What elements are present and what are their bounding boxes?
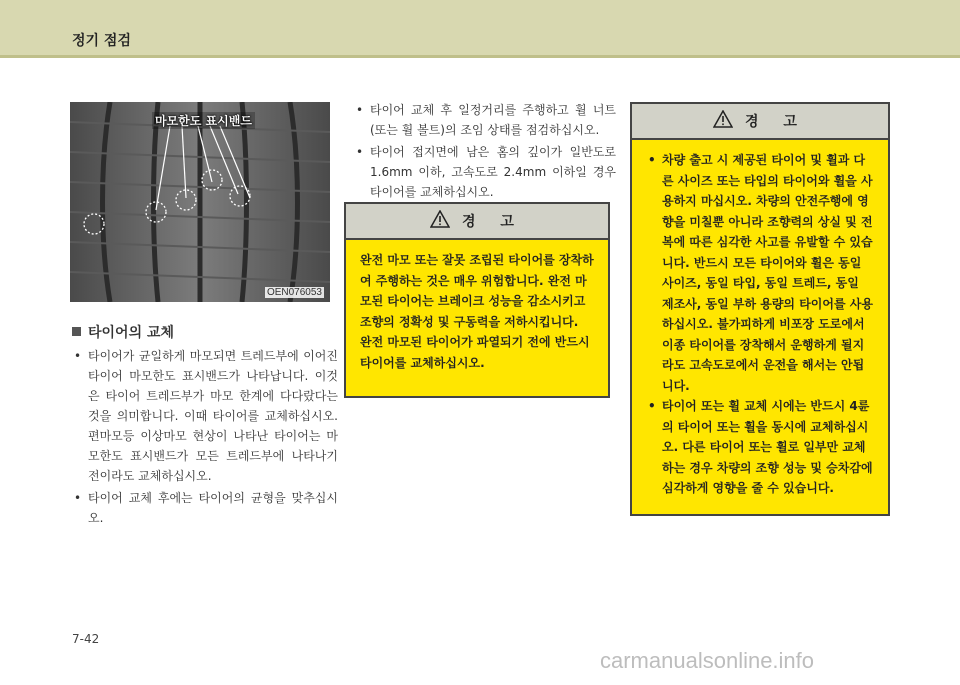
list-item: • 타이어 교체 후에는 타이어의 균형을 맞추십시오. xyxy=(72,488,338,528)
list-item: • 타이어가 균일하게 마모되면 트레드부에 이어진 타이어 마모한도 표시밴드가 나타납니다. 이것은 타이어 트레드부가 마모 한계에 다다랐다는 것을 의미합니다. 이때 타이어를 교체하십시오. 편마모등 이상마모 현상이 나타난 타이어는 마모한도 표시밴드가 모든 트레드부에 나타나기 전이라도 교체하십시오. xyxy=(72,346,338,486)
heading-text: 타이어의 교체 xyxy=(88,325,175,341)
list-item: • 타이어 접지면에 남은 홈의 깊이가 일반도로 1.6mm 이하, 고속도로 2.4mm 이하일 경우 타이어를 교체하십시오. xyxy=(354,142,616,202)
warning-box xyxy=(630,102,890,516)
warning-header xyxy=(632,104,888,140)
warning-content xyxy=(632,140,888,509)
warning-box xyxy=(344,202,610,398)
middle-bullet-list xyxy=(354,100,616,204)
section-heading xyxy=(72,322,174,342)
warning-header xyxy=(346,204,608,240)
section-title: 정기 점검 xyxy=(72,33,131,49)
left-bullet-list xyxy=(72,346,338,530)
page-number: 7-42 xyxy=(72,632,100,646)
tire-photo xyxy=(70,102,330,302)
warning-title: 경 고 xyxy=(745,114,807,130)
warning-title: 경 고 xyxy=(462,214,524,230)
warning-bullet-list xyxy=(646,150,874,499)
list-item: • 차량 출고 시 제공된 타이어 및 휠과 다른 사이즈 또는 타입의 타이어와 휠을 사용하지 마십시오. 차량의 안전주행에 영향을 미칠뿐 아니라 조향력의 상실 및 전복에 따른 심각한 사고를 유발할 수 있습니다. 반드시 모든 타이어와 휠은 동일 사이즈, 동일 타입, 동일 트레드, 동일 제조사, 동일 부하 용량의 타이어를 사용하십시오. 불가피하게 비포장 도로에서 이종 타이어를 장착해서 운행하게 될지라도 고속도로에서 운전을 해서는 안됩니다. xyxy=(646,150,874,396)
square-bullet-icon xyxy=(72,327,81,336)
header-band xyxy=(0,0,960,58)
warning-text: 완전 마모 또는 잘못 조립된 타이어를 장착하여 주행하는 것은 매우 위험합니다. 완전 마모된 타이어는 브레이크 성능을 감소시키고 조향의 정확성 및 구동력을 저하시킵니다. 완전 마모된 타이어가 파열되기 전에 반드시 타이어를 교체하십시오. xyxy=(360,253,594,370)
figure-code: OEN076053 xyxy=(266,287,322,298)
warning-triangle-icon xyxy=(430,210,450,232)
header-divider xyxy=(0,55,960,58)
list-item: • 타이어 교체 후 일정거리를 주행하고 휠 너트(또는 휠 볼트)의 조임 상태를 점검하십시오. xyxy=(354,100,616,140)
warning-triangle-icon xyxy=(713,110,733,132)
watermark: carmanualsonline.info xyxy=(600,648,815,673)
tire-tread-illustration xyxy=(70,102,330,302)
list-item: • 타이어 또는 휠 교체 시에는 반드시 4륜의 타이어 또는 휠을 동시에 교체하십시오. 다른 타이어 또는 휠로 일부만 교체하는 경우 차량의 조향 성능 및 승차감에 심각하게 영향을 줄 수 있습니다. xyxy=(646,396,874,499)
wear-indicator-label: 마모한도 표시밴드 xyxy=(152,112,255,129)
